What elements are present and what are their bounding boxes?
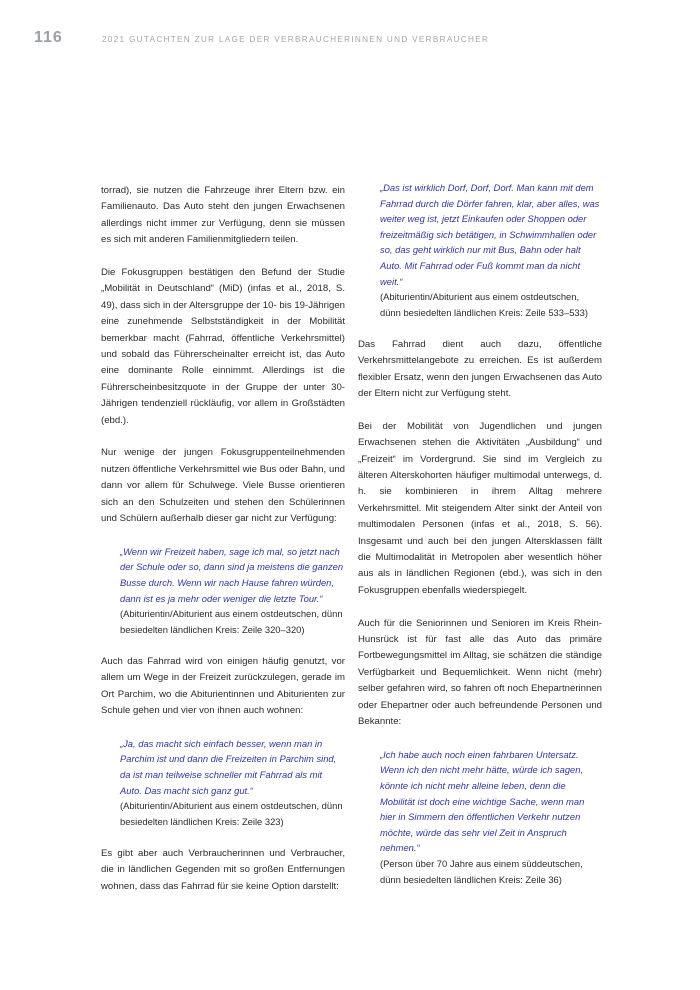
interview-quote <box>380 180 602 320</box>
body-paragraph: Das Fahrrad dient auch dazu, öffentliche Verkehrsmittelangebote zu erreichen. Es ist außerdem flexibler Ersatz, wenn den jungen Erwachsenen das Auto der Eltern nicht zur Verfügung steht. <box>358 338 602 399</box>
quote-source: (Abiturientin/Abiturient aus einem ostdeutschen, dünn besiedelten ländlichen Kreis: Zeile 320–320) <box>120 608 343 635</box>
body-paragraph: Auch das Fahrrad wird von einigen häufig genutzt, vor allem um Wege in der Freizeit zurückzulegen, gerade im Ort Parchim, wo die Abiturientinnen und Abiturienten zur Schule gehen und vier von ihnen auch wohnen: <box>101 655 345 717</box>
body-paragraph: torrad), sie nutzen die Fahrzeuge ihrer Eltern bzw. ein Familienauto. Das Auto steht den jungen Erwachsenen allerdings nicht immer zur Verfügung, denn sie müssen es sich mit anderen Familienmitgliedern teilen. <box>101 185 345 246</box>
body-paragraph: Die Fokusgruppen bestätigen den Befund der Studie „Mobilität in Deutschland“ (MiD) (infas et al., 2018, S. 49), dass sich in der Altersgruppe der 10- bis 19-Jährigen eine zunehmende Selbstständigkeit in der Mobilität bemerkbar macht (Fahrrad, öffentliche Verkehrsmittel) und sobald das Führerscheinalter erreicht ist, das Auto eine dominante Rolle einnimmt. Allerdings ist die Führerscheinbesitzquote in der Gruppe der unter 30-Jährigen tendenziell rückläufig, vor allem in Großstädten (ebd.). <box>101 267 345 426</box>
body-paragraph: Es gibt aber auch Verbraucherinnen und Verbraucher, die in ländlichen Gegenden mit so großen Entfernungen wohnen, dass das Fahrrad für sie keine Option darstellt: <box>101 847 345 892</box>
quote-source: (Person über 70 Jahre aus einem süddeutschen, dünn besiedelten ländlichen Kreis: Zeile 36) <box>380 858 583 885</box>
quote-text: „Das ist wirklich Dorf, Dorf, Dorf. Man kann mit dem Fahrrad durch die Dörfer fahren, klar, aber alles, was weiter weg ist, jetzt Einkaufen oder Shoppen oder freizeitmäßig sich betätigen, in Schwimmhallen oder so, das geht wirklich nur mit Bus, Bahn oder halt Auto. Mit Fahrrad oder Fuß kommt man da nicht weit.“ <box>380 182 600 287</box>
page-number: 116 <box>34 29 63 46</box>
quote-text: „Ja, das macht sich einfach besser, wenn man in Parchim ist und dann die Freizeiten in Parchim sind, da ist man teilweise schneller mit Fahrrad als mit Auto. Das macht sich ganz gut.“ <box>120 737 337 796</box>
quote-text: „Ich habe auch noch einen fahrbaren Untersatz. Wenn ich den nicht mehr hätte, würde ich sagen, könnte ich nicht mehr alleine leben, denn die Mobilität ist doch eine wichtige Sache, wenn man hier in Simmern den öffentlichen Verkehr nutzen möchte, würde das sehr viel Zeit in Anspruch nehmen.“ <box>380 748 585 854</box>
left-column <box>101 181 345 911</box>
right-column <box>358 181 602 904</box>
quote-source: (Abiturientin/Abiturient aus einem ostdeutschen, dünn besiedelten ländlichen Kreis: Zeile 533–533) <box>380 291 588 318</box>
interview-quote <box>380 747 602 887</box>
interview-quote <box>120 544 345 638</box>
quote-source: (Abiturientin/Abiturient aus einem ostdeutschen, dünn besiedelten ländlichen Kreis: Zeile 323) <box>120 800 343 827</box>
body-paragraph: Auch für die Seniorinnen und Senioren im Kreis Rhein-Hunsrück ist für fast alle das Auto das primäre Fortbewegungsmittel im Alltag, sie schätzen die ständige Verfügbarkeit und Bequemlichkeit. Wenn nicht (mehr) selber gefahren wird, so fahren oft noch Ehepartnerinnen oder Ehepartner oder auch befreundende Personen und Bekannte: <box>358 617 602 728</box>
body-paragraph: Nur wenige der jungen Fokusgruppenteilnehmenden nutzen öffentliche Verkehrsmittel wie Bus oder Bahn, und dann vor allem für Schulwege. Viele Busse orientieren sich an den Schulzeiten und stehen den Schülerinnen und Schülern außerhalb dieser gar nicht zur Verfügung: <box>101 447 345 525</box>
running-header: 2021 GUTACHTEN ZUR LAGE DER VERBRAUCHERINNEN UND VERBRAUCHER <box>102 35 490 44</box>
quote-text: „Wenn wir Freizeit haben, sage ich mal, so jetzt nach der Schule oder so, dann sind ja meistens die ganzen Busse durch. Wenn wir nach Hause fahren würden, dann ist es ja mehr oder weniger die letzte Tour.“ <box>120 545 344 604</box>
body-paragraph: Bei der Mobilität von Jugendlichen und jungen Erwachsenen stehen die Aktivitäten „Ausbildung“ und „Freizeit“ im Vordergrund. Sie sind im Vergleich zu älteren Alterskohorten häufiger multimodal unterwegs, d. h. sie kombinieren in ihrem Alltag mehrere Verkehrsmittel. Mit steigendem Alter sinkt der Anteil von multimodalen Personen (infas et al., 2018, S. 56). Insgesamt und auch bei den jungen Altersklassen fällt die Multimodalität in Metropolen aber wesentlich höher aus als in ländlichen Regionen (ebd.), was sich in den Fokusgruppen ebenfalls wiederspiegelt. <box>358 420 602 596</box>
interview-quote <box>120 736 345 830</box>
